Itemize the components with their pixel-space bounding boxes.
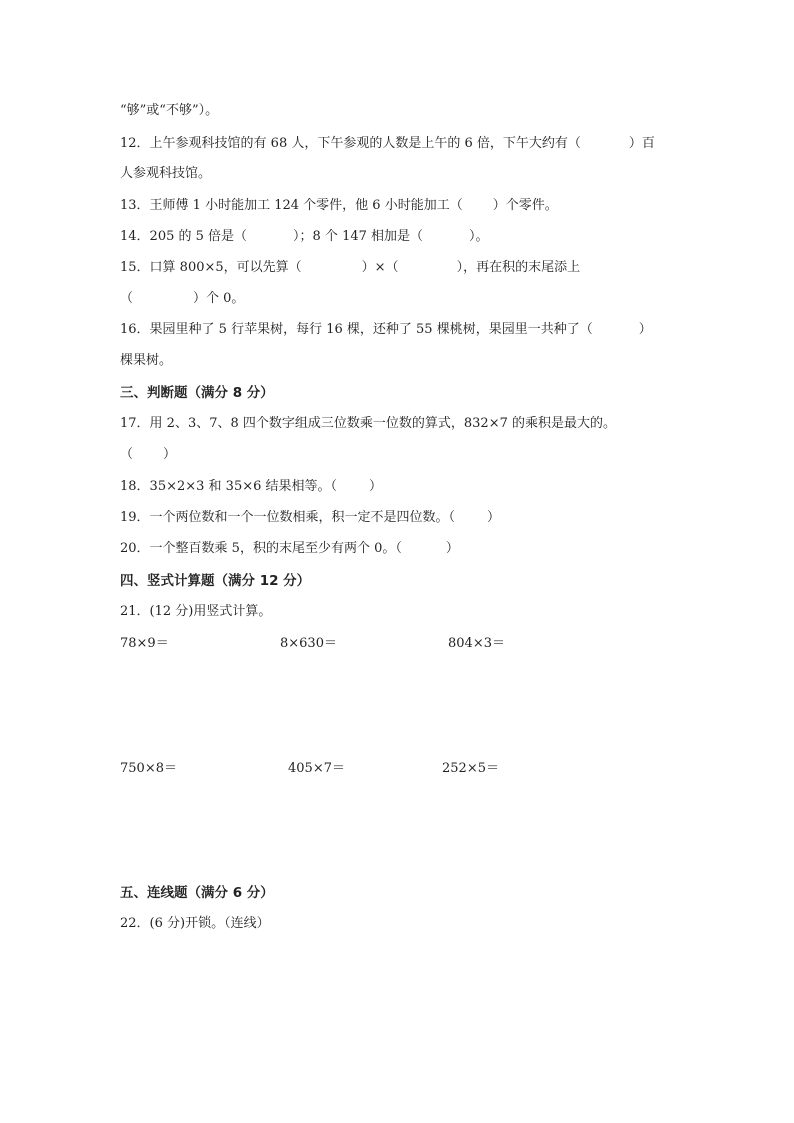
question-18: 18．35×2×3 和 35×6 结果相等。（ ）: [120, 479, 383, 494]
question-13: 13．王师傅 1 小时能加工 124 个零件，他 6 小时能加工（ ）个零件。: [120, 198, 558, 213]
question-19: 19．一个两位数和一个一位数相乘，积一定不是四位数。（ ）: [120, 510, 501, 525]
question-21: 21．(12 分)用竖式计算。: [120, 604, 272, 619]
question-12-cont: 人参观科技馆。: [120, 166, 212, 181]
section-5-heading: 五、连线题（满分 6 分）: [120, 885, 274, 901]
question-15: 15．口算 800×5，可以先算（ ）×（ ），再在积的末尾添上: [120, 260, 581, 275]
section-4-heading: 四、竖式计算题（满分 12 分）: [120, 573, 311, 589]
question-14: 14．205 的 5 倍是（ ）；8 个 147 相加是（ ）。: [120, 229, 489, 244]
calc-item-3: 804×3＝: [448, 636, 505, 651]
q11-tail: “够”或“不够”）。: [120, 103, 219, 118]
question-16: 16．果园里种了 5 行苹果树，每行 16 棵，还种了 55 棵桃树，果园里一共种了（ ）: [120, 322, 652, 337]
question-17-answer: （ ）: [120, 447, 177, 462]
question-22: 22．(6 分)开锁。（连线）: [120, 916, 270, 931]
question-17: 17．用 2、3、7、8 四个数字组成三位数乘一位数的算式，832×7 的乘积是最大的。: [120, 416, 616, 431]
calc-item-5: 405×7＝: [288, 761, 345, 776]
question-15-cont: （ ）个 0。: [120, 291, 245, 306]
calc-item-2: 8×630＝: [280, 636, 337, 651]
question-16-cont: 棵果树。: [120, 353, 173, 368]
calc-item-1: 78×9＝: [120, 636, 169, 651]
question-20: 20．一个整百数乘 5，积的末尾至少有两个 0。（ ）: [120, 541, 459, 556]
calc-item-6: 252×5＝: [442, 761, 499, 776]
question-12: 12．上午参观科技馆的有 68 人，下午参观的人数是上午的 6 倍，下午大约有（ ）百: [120, 136, 655, 151]
calc-item-4: 750×8＝: [120, 761, 177, 776]
section-3-heading: 三、判断题（满分 8 分）: [120, 385, 274, 401]
